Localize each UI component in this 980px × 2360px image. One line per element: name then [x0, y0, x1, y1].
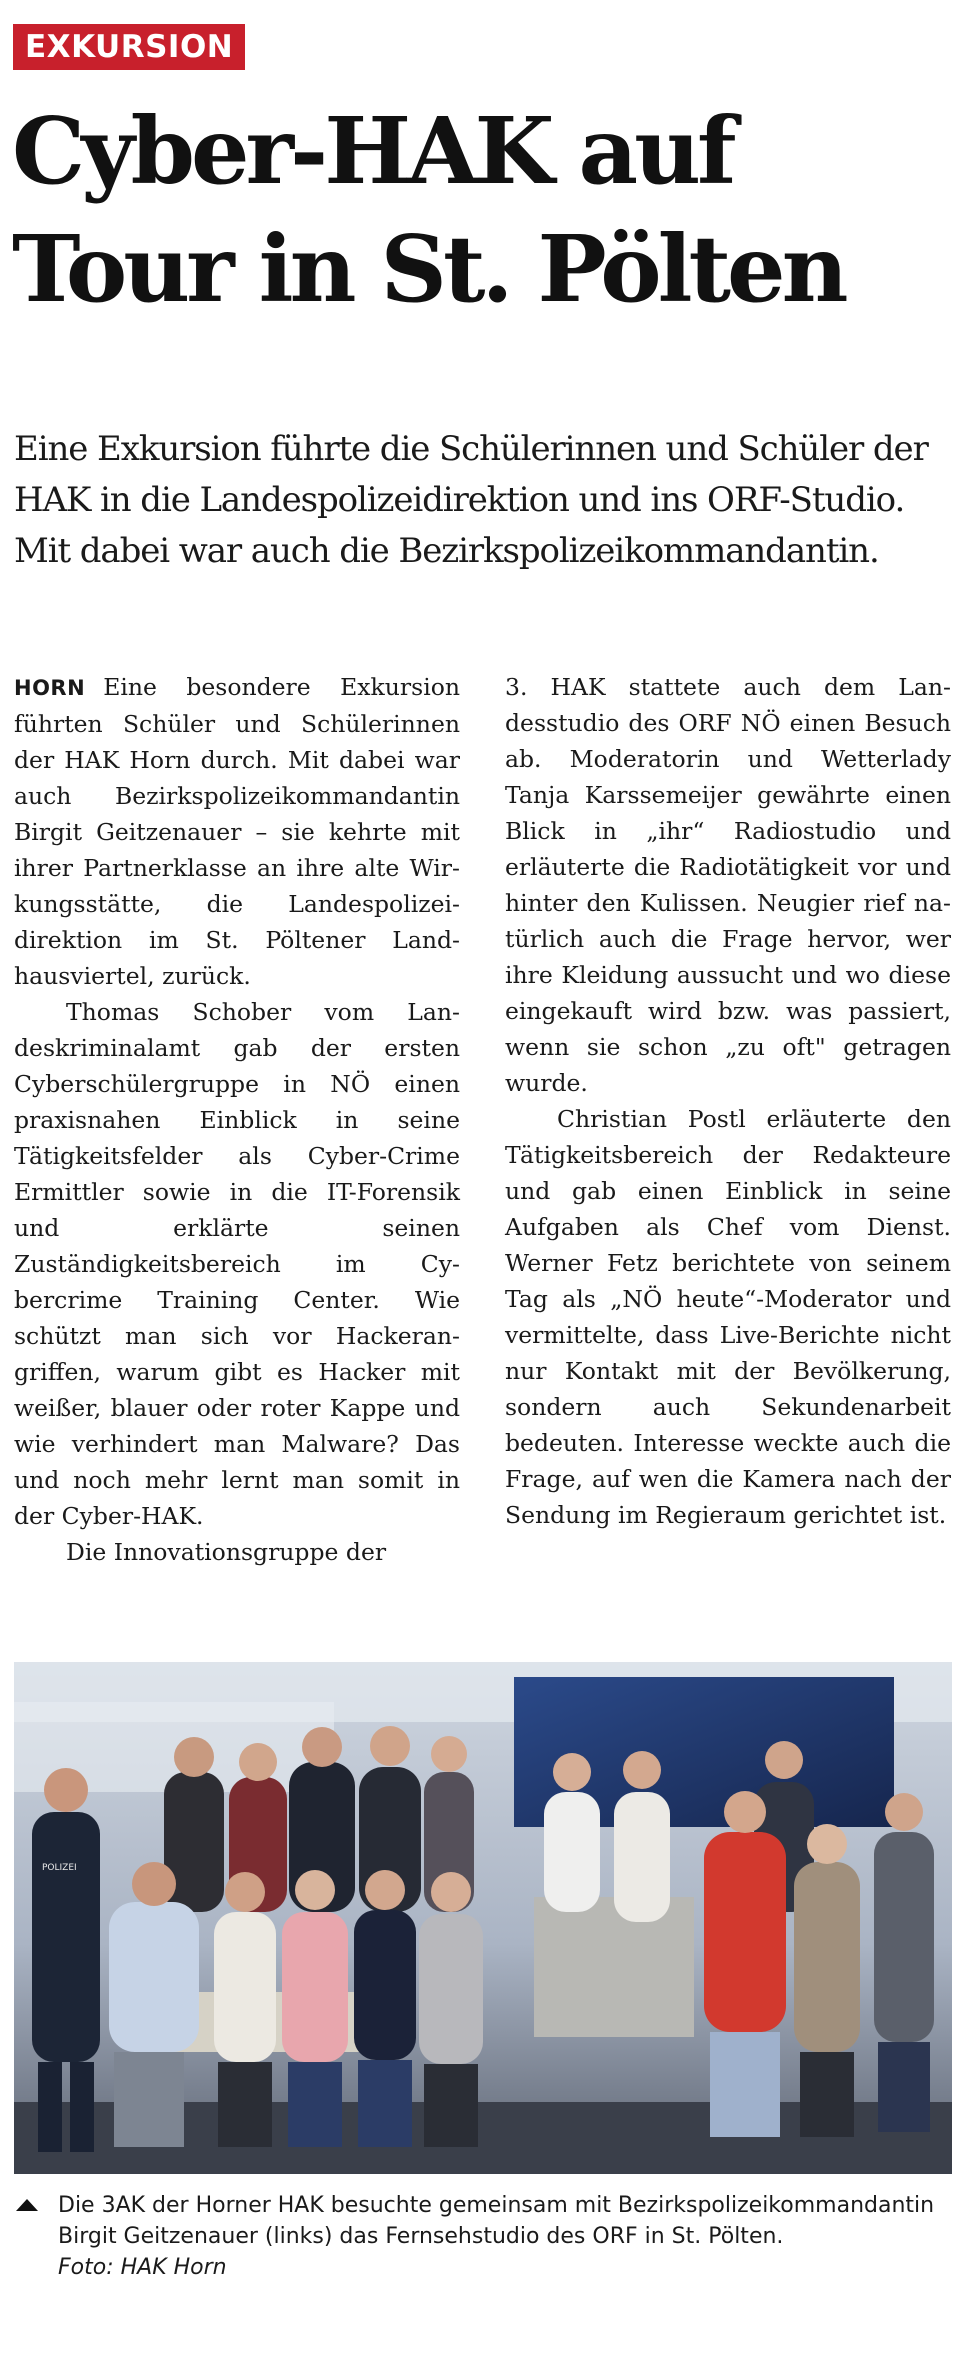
caption-triangle-icon	[16, 2199, 38, 2211]
photo-caption	[14, 2190, 954, 2283]
caption-text: Die 3AK der Horner HAK besuchte gemeinsam mit Bezirkspolizeikommandantin Birgit Geitzenauer (links) das Fernsehstudio des ORF in St. Pölten.	[58, 2193, 935, 2249]
dateline: HORN	[14, 676, 86, 700]
paragraph-1-text: Eine besondere Exkursion führten Schüler und Schülerinnen der HAK Horn durch. Mit dabei war auch Bezirkspolizeikommandantin Birgit Geitzenauer – sie kehrte mit ihrer Partnerklasse an ihre alte Wirkungsstätte, die Landespolizeidirektion im St. Pöltener Landhausviertel, zurück.	[14, 673, 460, 990]
text-column-right	[505, 669, 951, 1533]
article-deck: Eine Exkursion führte die Schülerinnen und Schüler der HAK in die Landespolizeidirektion und ins ORF-Studio. Mit dabei war auch die Bezirkspolizeikommandantin.	[14, 429, 928, 571]
headline-line-1: Cyber-HAK auf	[12, 97, 733, 205]
police-badge-text: POLIZEI	[42, 1863, 77, 1873]
paragraph-3-continued: 3. HAK stattete auch dem Landesstudio des ORF NÖ einen Besuch ab. Moderatorin und Wetterlady Tanja Karssemeijer gewährte einen Blick in „ihr“ Radiostudio und erläuterte die Radiotätigkeit vor und hinter den Kulissen. Neugier rief natürlich auch die Frage hervor, wer ihre Kleidung aussucht und wo diese eingekauft wird bzw. was passiert, wenn sie schon „zu oft" getragen wurde.	[505, 673, 951, 1097]
section-kicker: EXKURSION	[13, 24, 245, 70]
paragraph-1	[14, 669, 460, 994]
paragraph-4: Christian Postl erläuterte den Tätigkeitsbereich der Redakteure und gab einen Einblick in seine Aufgaben als Chef vom Dienst. Werner Fetz berichtete von seinem Tag als „NÖ heute“-Moderator und vermittelte, dass Live-Berichte nicht nur Kontakt mit der Bevölkerung, sondern auch Sekundenarbeit bedeuten. Interesse weckte auch die Frage, auf wen die Kamera nach der Sendung im Regieraum gerichtet ist.	[505, 1105, 951, 1529]
paragraph-3-start: Die Innovationsgruppe der	[66, 1538, 387, 1566]
group-photo	[14, 1662, 952, 2174]
text-column-left	[14, 669, 460, 1570]
photo-credit: Foto: HAK Horn	[58, 2255, 227, 2280]
headline	[12, 92, 962, 328]
headline-line-2: Tour in St. Pölten	[12, 215, 845, 323]
paragraph-2: Thomas Schober vom Landeskriminalamt gab der ersten Cyberschülergruppe in NÖ einen praxisnahen Einblick in seine Tätigkeitsfelder als Cyber-Crime Ermittler sowie in die IT-Forensik und erklärte seinen Zuständigkeitsbereich im Cybercrime Training Center. Wie schützt man sich vor Hackerangriffen, warum gibt es Hacker mit weißer, blauer oder roter Kappe und wie verhindert man Malware? Das und noch mehr lernt man somit in der Cyber-HAK.	[14, 998, 460, 1530]
